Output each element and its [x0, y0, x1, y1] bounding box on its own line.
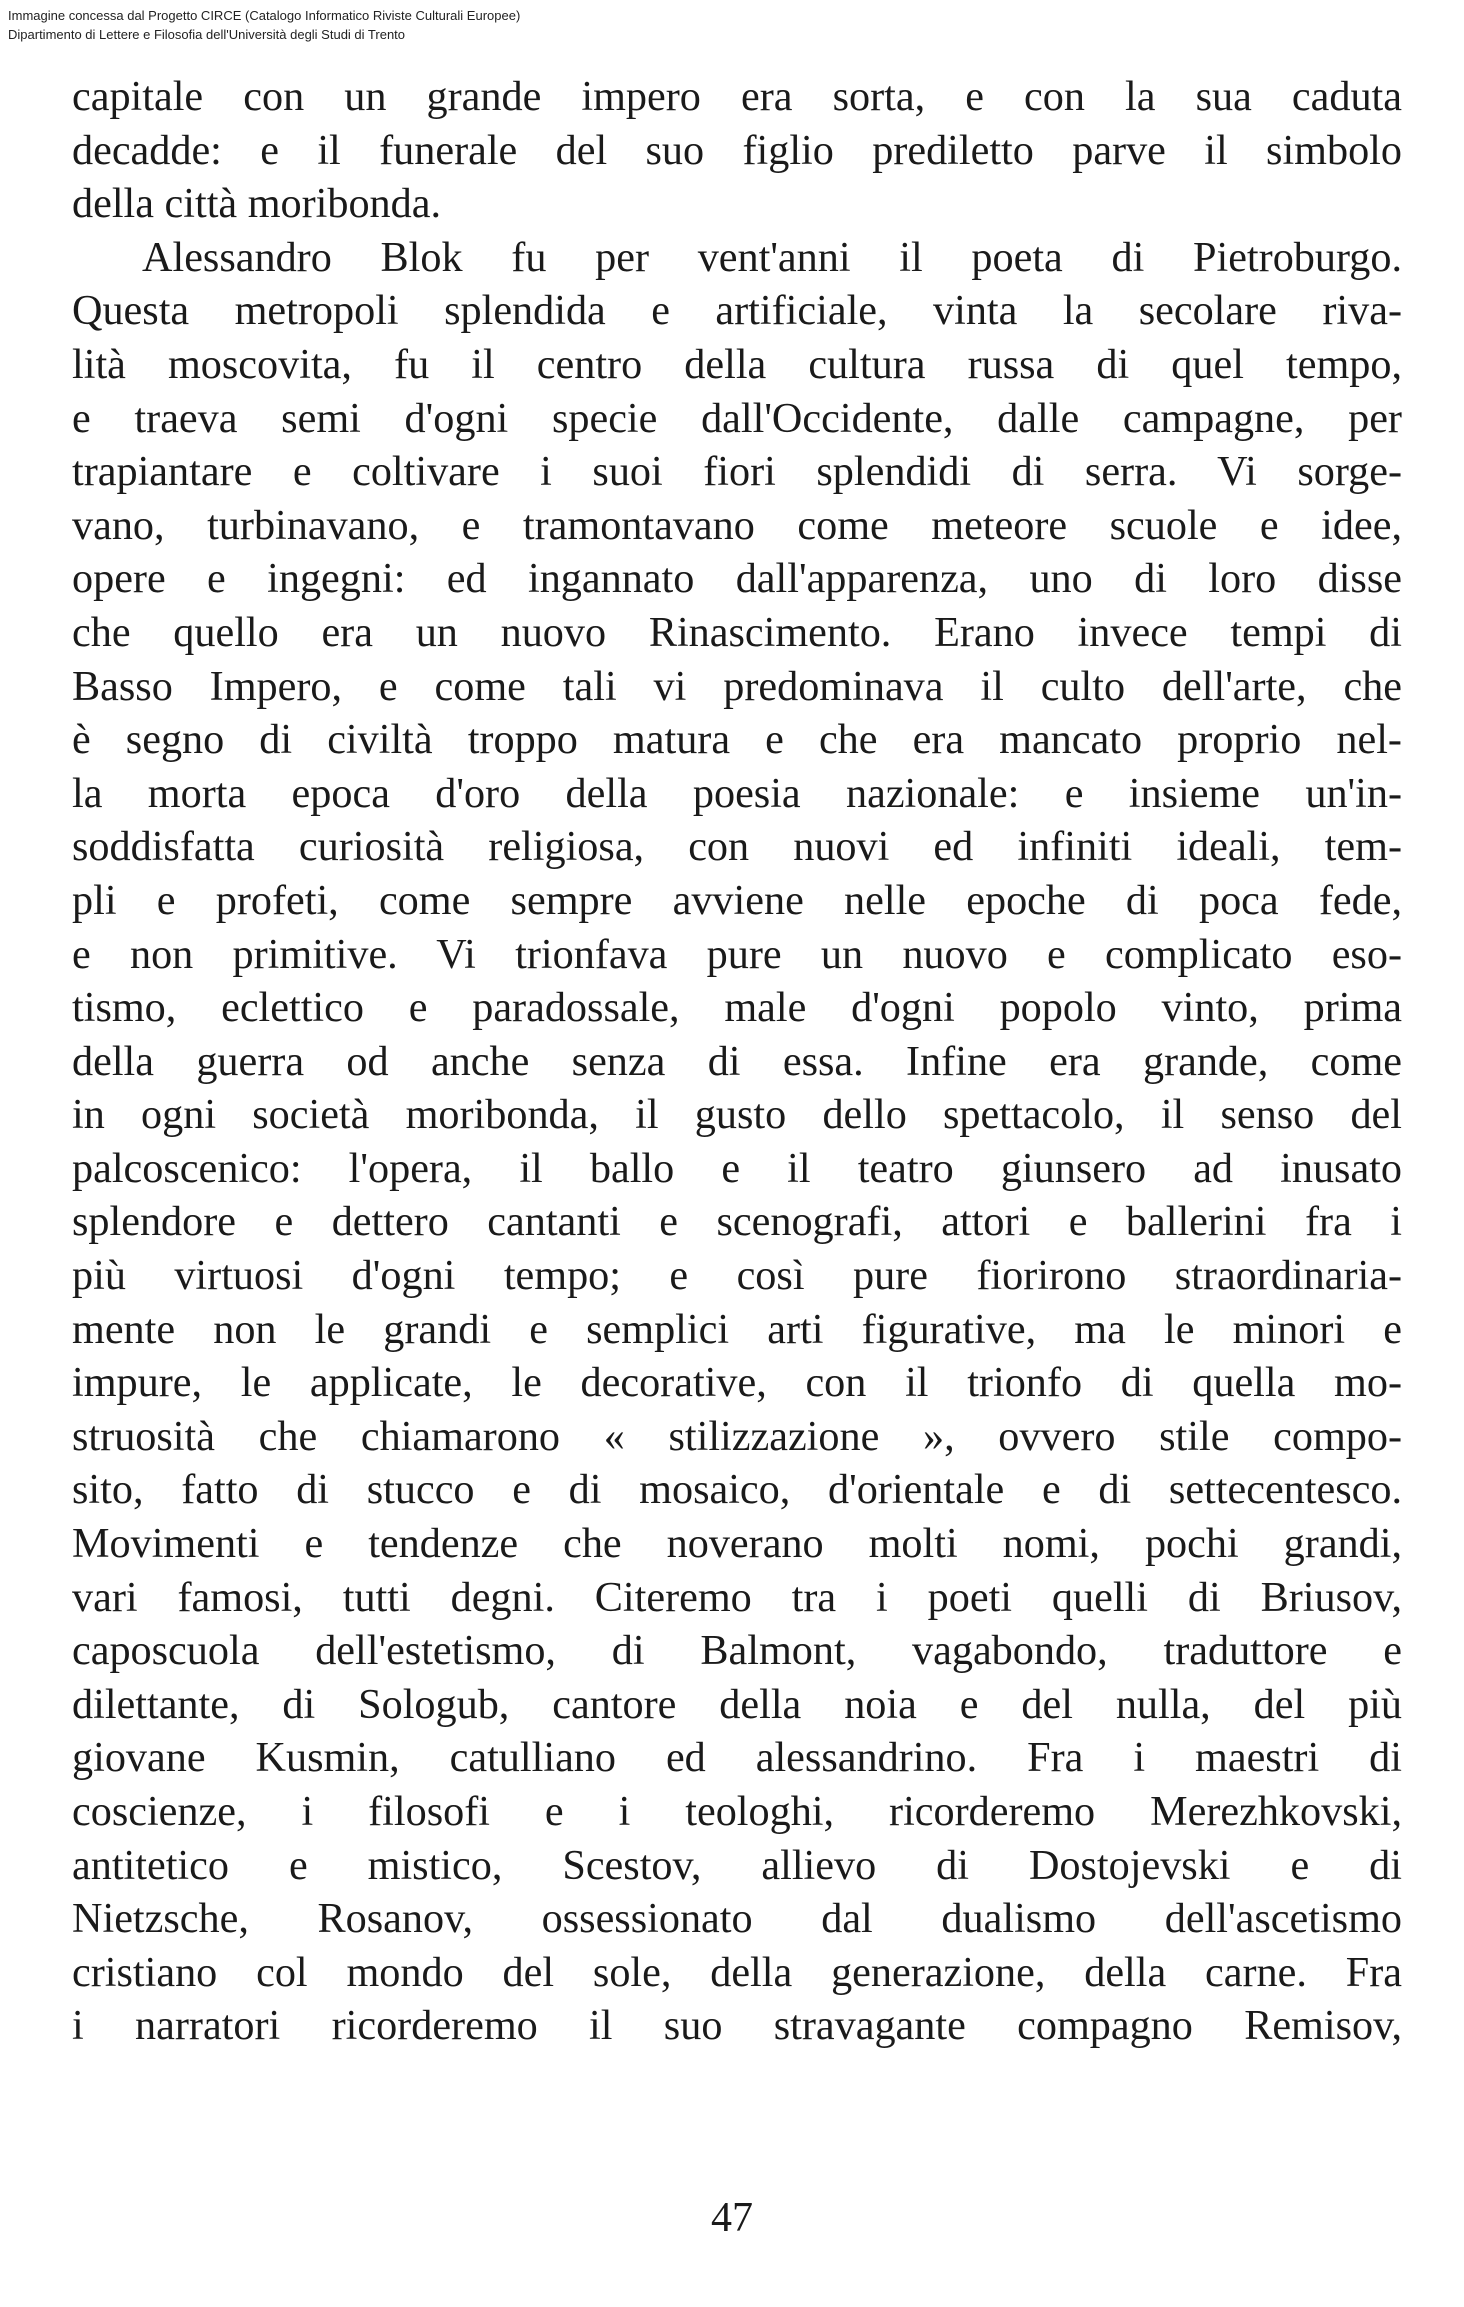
body-text — [72, 70, 1402, 2053]
text-line: antitetico e mistico, Scestov, allievo di Dostojevski e di — [72, 1841, 1402, 1889]
text-line: capitale con un grande impero era sorta, e con la sua caduta — [72, 73, 1402, 120]
text-line: è segno di civiltà troppo matura e che era mancato proprio nel- — [72, 716, 1402, 764]
text-line: opere e ingegni: ed ingannato dall'apparenza, uno di loro disse — [72, 555, 1402, 603]
text-line: coscienze, i filosofi e i teologhi, ricorderemo Merezhkovski, — [72, 1788, 1402, 1835]
text-line: più virtuosi d'ogni tempo; e così pure fiorirono straordinaria- — [72, 1252, 1402, 1300]
credit-line-2: Dipartimento di Lettere e Filosofia dell'Università degli Studi di Trento — [8, 27, 406, 42]
text-line: splendore e dettero cantanti e scenografi, attori e ballerini fra i — [72, 1198, 1402, 1246]
text-line: la morta epoca d'oro della poesia nazionale: e insieme un'in- — [72, 769, 1402, 817]
text-line: vano, turbinavano, e tramontavano come meteore scuole e idee, — [72, 501, 1402, 549]
text-line: dilettante, di Sologub, cantore della noia e del nulla, del più — [72, 1680, 1402, 1728]
text-line: che quello era un nuovo Rinascimento. Erano invece tempi di — [72, 608, 1402, 656]
text-line: tismo, eclettico e paradossale, male d'ogni popolo vinto, prima — [72, 984, 1402, 1032]
text-line: Basso Impero, e come tali vi predominava il culto dell'arte, che — [72, 662, 1402, 710]
text-line: soddisfatta curiosità religiosa, con nuovi ed infiniti ideali, tem- — [72, 823, 1402, 871]
text-line: sito, fatto di stucco e di mosaico, d'orientale e di settecentesco. — [72, 1466, 1402, 1514]
text-line: giovane Kusmin, catulliano ed alessandrino. Fra i maestri di — [72, 1734, 1402, 1782]
paragraph-start-line: Alessandro Blok fu per vent'anni il poeta di Pietroburgo. — [142, 233, 1402, 281]
text-line: Questa metropoli splendida e artificiale, vinta la secolare riva- — [72, 287, 1402, 335]
text-line: in ogni società moribonda, il gusto dello spettacolo, il senso del — [72, 1091, 1402, 1139]
text-line: e non primitive. Vi trionfava pure un nuovo e complicato eso- — [72, 930, 1402, 978]
page-number: 47 — [711, 2195, 753, 2241]
text-line: i narratori ricorderemo il suo stravagante compagno Remisov, — [72, 2002, 1402, 2050]
text-line: impure, le applicate, le decorative, con il trionfo di quella mo- — [72, 1359, 1402, 1407]
text-line: lità moscovita, fu il centro della cultura russa di quel tempo, — [72, 340, 1402, 388]
text-line: cristiano col mondo del sole, della generazione, della carne. Fra — [72, 1948, 1402, 1996]
text-line: Movimenti e tendenze che noverano molti nomi, pochi grandi, — [72, 1520, 1402, 1568]
image-credit — [8, 6, 520, 44]
text-line: della guerra od anche senza di essa. Infine era grande, come — [72, 1037, 1402, 1085]
text-line: vari famosi, tutti degni. Citeremo tra i poeti quelli di Briusov, — [72, 1573, 1402, 1621]
text-line: pli e profeti, come sempre avviene nelle epoche di poca fede, — [72, 876, 1402, 924]
text-line: trapiantare e coltivare i suoi fiori splendidi di serra. Vi sorge- — [72, 448, 1402, 496]
text-line: mente non le grandi e semplici arti figurative, ma le minori e — [72, 1305, 1402, 1353]
text-line: e traeva semi d'ogni specie dall'Occidente, dalle campagne, per — [72, 394, 1402, 442]
text-line: caposcuola dell'estetismo, di Balmont, vagabondo, traduttore e — [72, 1627, 1402, 1675]
credit-line-1: Immagine concessa dal Progetto CIRCE (Catalogo Informatico Riviste Culturali Europee) — [8, 8, 521, 23]
text-line: decadde: e il funerale del suo figlio prediletto parve il simbolo — [72, 126, 1402, 174]
text-line: Nietzsche, Rosanov, ossessionato dal dualismo dell'ascetismo — [72, 1895, 1402, 1943]
text-line: struosità che chiamarono « stilizzazione », ovvero stile compo- — [72, 1412, 1402, 1460]
text-line: palcoscenico: l'opera, il ballo e il teatro giunsero ad inusato — [72, 1144, 1402, 1192]
text-line: della città moribonda. — [72, 180, 442, 228]
